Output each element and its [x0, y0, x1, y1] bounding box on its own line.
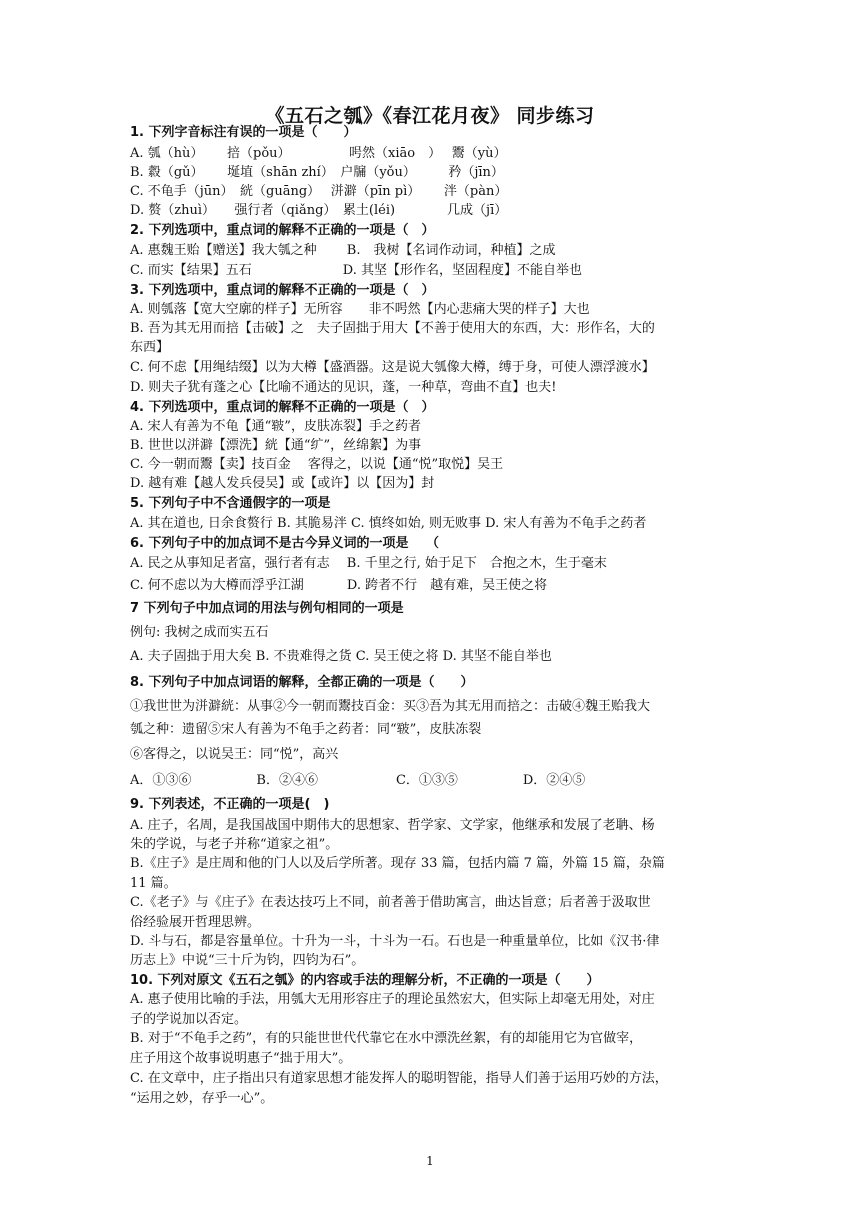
question-stem: 4. 下列选项中，重点词的解释不正确的一项是（ ）	[130, 400, 435, 415]
text-line: C. 不龟手（jūn） 絖（guāng） 洴澼（pīn pì） 泮（pàn）	[130, 184, 508, 199]
text-line: A. 夫子固拙于用大矣 B. 不贵难得之货 C. 吴王使之将 D. 其坚不能自举也	[130, 649, 552, 664]
text-line: 子的学说加以否定。	[130, 1012, 248, 1027]
text-line: A. 惠魏王贻【赠送】我大瓠之种 B. 我树【名词作动词，种植】之成	[130, 243, 556, 258]
text-line: A. 其在道也, 日余食赘行 B. 其脆易泮 C. 慎终如始, 则无败事 D. 宋人有善为不龟手之药者	[130, 516, 647, 531]
text-line: B.《庄子》是庄周和他的门人以及后学所著。现存 33 篇，包括内篇 7 篇，外篇 15 篇，杂篇	[130, 856, 665, 871]
text-line: C. 在文章中，庄子指出只有道家思想才能发挥人的聪明智能，指导人们善于运用巧妙的方法，	[130, 1071, 668, 1086]
text-line: 朱的学说，与老子并称“道家之祖”。	[130, 837, 339, 852]
text-line: A. 民之从事知足者富，强行者有志 B. 千里之行, 始于足下 合抱之木，生于毫末	[130, 556, 607, 571]
text-line: C. 今一朝而鬻【卖】技百金 客得之，以说【通“悦”取悦】吴王	[130, 457, 504, 472]
text-line: 11 篇。	[130, 876, 177, 891]
text-line: 例句: 我树之成而实五石	[130, 625, 269, 640]
text-line: ⑥客得之，以说吴王：同“悦”，高兴	[130, 747, 339, 762]
question-stem: 5. 下列句子中不含通假字的一项是	[130, 496, 331, 511]
text-line: A. 庄子，名周，是我国战国中期伟大的思想家、哲学家、文学家，他继承和发展了老聃、杨	[130, 818, 655, 833]
page-number: 1	[426, 1154, 434, 1168]
text-line: A. 则瓠落【宽大空廓的样子】无所容 非不呺然【内心悲痛大哭的样子】大也	[130, 302, 590, 317]
text-line: C. 何不虑【用绳结缀】以为大樽【盛酒器。这是说大瓠像大樽，缚于身，可使人漂浮渡水】	[130, 360, 655, 375]
text-line: 庄子用这个故事说明惠子“拙于用大”。	[130, 1051, 352, 1066]
text-line: 瓠之种：遗留⑤宋人有善为不龟手之药者：同“皲”，皮肤冻裂	[130, 722, 482, 737]
question-stem: 7 下列句子中加点词的用法与例句相同的一项是	[130, 601, 404, 616]
text-line: D. 越有难【越人发兵侵吴】或【或许】以【因为】封	[130, 476, 435, 491]
page-title: 《五石之瓠》《春江花月夜》 同步练习	[265, 105, 595, 127]
text-line: B. 世世以洴澼【漂洗】絖【通“纩”，丝绵絮】为事	[130, 438, 422, 453]
text-line: “运用之妙，存乎一心”。	[130, 1091, 274, 1106]
text-line: 俗经验展开哲理思辨。	[130, 915, 261, 930]
question-stem: 8. 下列句子中加点词语的解释，全都正确的一项是（ ）	[130, 675, 474, 690]
question-stem: 6. 下列句子中的加点词不是古今异义词的一项是 （	[130, 536, 440, 551]
text-line: B. 吾为其无用而掊【击破】之 夫子固拙于用大【不善于使用大的东西，大：形作名，大的	[130, 321, 655, 336]
question-stem: 9. 下列表述，不正确的一项是( )	[130, 797, 330, 812]
text-line: B. 縠（gǔ） 埏埴（shān zhí） 户牖（yǒu） 矜（jīn）	[130, 165, 504, 180]
text-line: D. 斗与石，都是容量单位。十升为一斗，十斗为一石。石也是一种重量单位，比如《汉书·律	[130, 934, 660, 949]
question-stem: 2. 下列选项中，重点词的解释不正确的一项是（ ）	[130, 223, 435, 238]
text-line: C. 而实【结果】五石 D. 其坚【形作名，坚固程度】不能自举也	[130, 263, 582, 278]
text-line: A．①③⑥ B．②④⑥ C．①③⑤ D．②④⑤	[130, 773, 586, 788]
text-line: A. 瓠（hù） 掊（pǒu） 呺然（xiāo ） 鬻（yù）	[130, 146, 507, 161]
text-line: B. 对于“不龟手之药”，有的只能世世代代靠它在水中漂洗丝絮，有的却能用它为官做宰，	[130, 1031, 643, 1046]
text-line: A. 宋人有善为不龟【通“皲”，皮肤冻裂】手之药者	[130, 419, 421, 434]
text-line: C. 何不虑以为大樽而浮乎江湖 D. 跨者不行 越有难，吴王使之将	[130, 578, 548, 593]
text-line: 历志上》中说“三十斤为钧，四钧为石”。	[130, 953, 365, 968]
text-line: D. 则夫子犹有蓬之心【比喻不通达的见识，蓬，一种草，弯曲不直】也夫!	[130, 380, 557, 395]
text-line: C.《老子》与《庄子》在表达技巧上不同，前者善于借助寓言，曲达旨意；后者善于汲取世	[130, 895, 651, 910]
question-stem: 3. 下列选项中，重点词的解释不正确的一项是（ ）	[130, 283, 435, 298]
text-line: A. 惠子使用比喻的手法，用瓠大无用形容庄子的理论虽然宏大，但实际上却毫无用处，对庄	[130, 992, 655, 1007]
text-line: ①我世世为洴澼絖：从事②今一朝而鬻技百金：买③吾为其无用而掊之：击破④魏王贻我大	[130, 699, 651, 714]
question-stem: 10. 下列对原文《五石之瓠》的内容或手法的理解分析，不正确的一项是（ ）	[130, 973, 600, 988]
text-line: D. 赘（zhuì） 强行者（qiǎng） 累土(léi) 几成（jī）	[130, 203, 508, 218]
question-stem: 1. 下列字音标注有误的一项是（ ）	[130, 125, 357, 140]
text-line: 东西】	[130, 340, 170, 355]
